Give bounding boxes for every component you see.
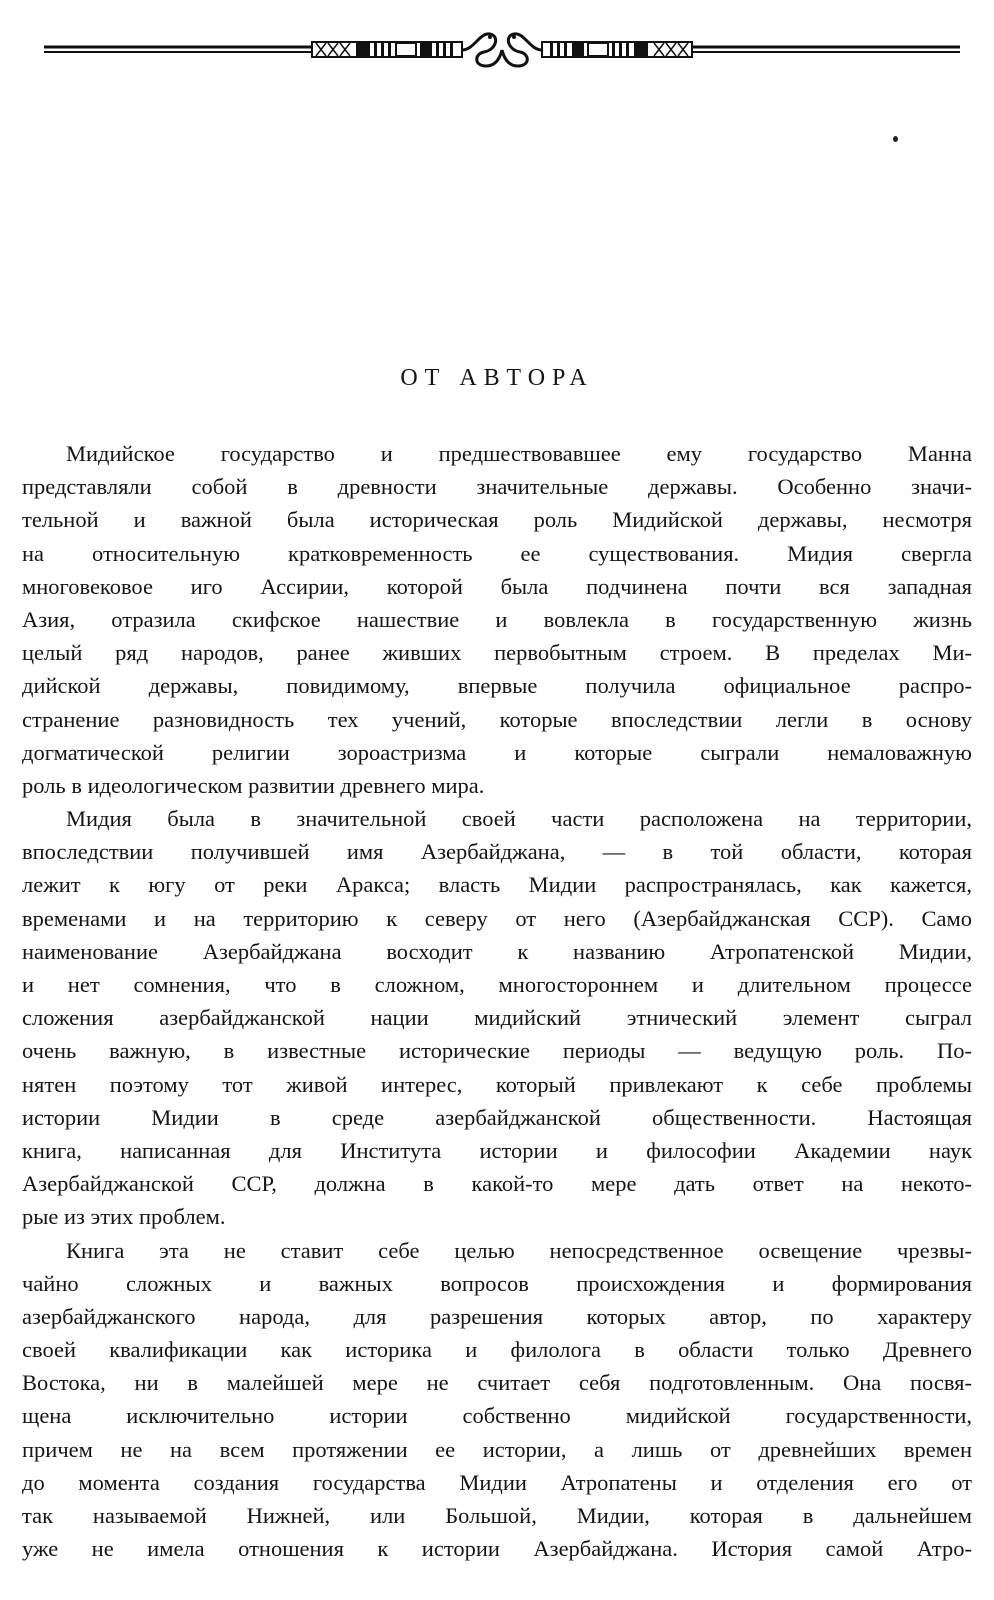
text-line: так называемой Нижней, или Большой, Мидии, которая в дальнейшем [22, 1503, 972, 1528]
text-line: своей квалификации как историка и филолога в области только Древнего [22, 1337, 972, 1363]
print-speck [893, 136, 898, 142]
text-line: истории Мидии в среде азербайджанской общественности. Настоящая [22, 1104, 972, 1130]
text-line: до момента создания государства Мидии Атропатены и отделения его от [22, 1469, 972, 1495]
text-line: причем не на всем протяжении ее истории, а лишь от древнейших времен [22, 1436, 972, 1462]
text-line: лежит к югу от реки Аракса; власть Мидии распространялась, как кажется, [22, 872, 972, 898]
text-line: Востока, ни в малейшей мере не считает себя подготовленным. Она посвя- [22, 1370, 972, 1396]
text-line: странение разновидность тех учений, которые впоследствии легли в основу [22, 706, 972, 732]
text-line: Мидийское государство и предшествовавшее ему государство Манна [66, 441, 972, 466]
text-line: представляли собой в древности значительные державы. Особенно значи- [22, 474, 972, 500]
text-line: щена исключительно истории собственно мидийской государственности, [22, 1403, 972, 1429]
text-line: книга, написанная для Института истории и философии Академии наук [22, 1137, 972, 1163]
body-text [22, 437, 972, 1565]
text-line: уже не имела отношения к истории Азербайджана. История самой Атро- [22, 1536, 972, 1562]
text-line: рые из этих проблем. [22, 1204, 226, 1230]
paragraph [22, 437, 972, 802]
text-line: наименование Азербайджана восходит к названию Атропатенской Мидии, [22, 938, 972, 964]
paragraph [22, 802, 972, 1233]
text-line: Азия, отразила скифское нашествие и вовлекла в государственную жизнь [22, 606, 972, 632]
text-line: очень важную, в известные исторические периоды — ведущую роль. По- [22, 1038, 972, 1064]
text-line: целый ряд народов, ранее живших первобытным строем. В пределах Ми- [22, 640, 972, 666]
page-title: ОТ АВТОРА [400, 365, 594, 391]
text-line: Мидия была в значительной своей части расположена на территории, [66, 806, 972, 832]
text-line: дийской державы, повидимому, впервые получила официальное распро- [22, 673, 972, 699]
text-line: и нет сомнения, что в сложном, многостороннем и длительном процессе [22, 972, 972, 997]
header-ornament [44, 28, 960, 76]
text-line: тельной и важной была историческая роль Мидийской державы, несмотря [22, 507, 972, 533]
text-line: роль в идеологическом развитии древнего мира. [22, 772, 485, 798]
text-line: азербайджанского народа, для разрешения которых автор, по характеру [22, 1303, 972, 1329]
text-line: чайно сложных и важных вопросов происхождения и формирования [22, 1270, 972, 1296]
text-line: на относительную кратковременность ее существования. Мидия свергла [22, 540, 972, 566]
text-line: сложения азербайджанской нации мидийский этнический элемент сыграл [22, 1005, 972, 1031]
text-line: впоследствии получившей имя Азербайджана, — в той области, которая [22, 839, 972, 865]
text-line: Азербайджанской ССР, должна в какой-то мере дать ответ на некото- [22, 1171, 972, 1197]
text-line: временами и на территорию к северу от него (Азербайджанская ССР). Само [22, 905, 972, 931]
text-line: многовековое иго Ассирии, которой была подчинена почти вся западная [22, 573, 972, 599]
text-line: нятен поэтому тот живой интерес, который привлекают к себе проблемы [22, 1071, 972, 1097]
text-line: догматической религии зороастризма и которые сыграли немаловажную [22, 739, 972, 765]
paragraph [22, 1234, 972, 1566]
text-line: Книга эта не ставит себе целью непосредственное освещение чрезвы- [66, 1237, 972, 1263]
